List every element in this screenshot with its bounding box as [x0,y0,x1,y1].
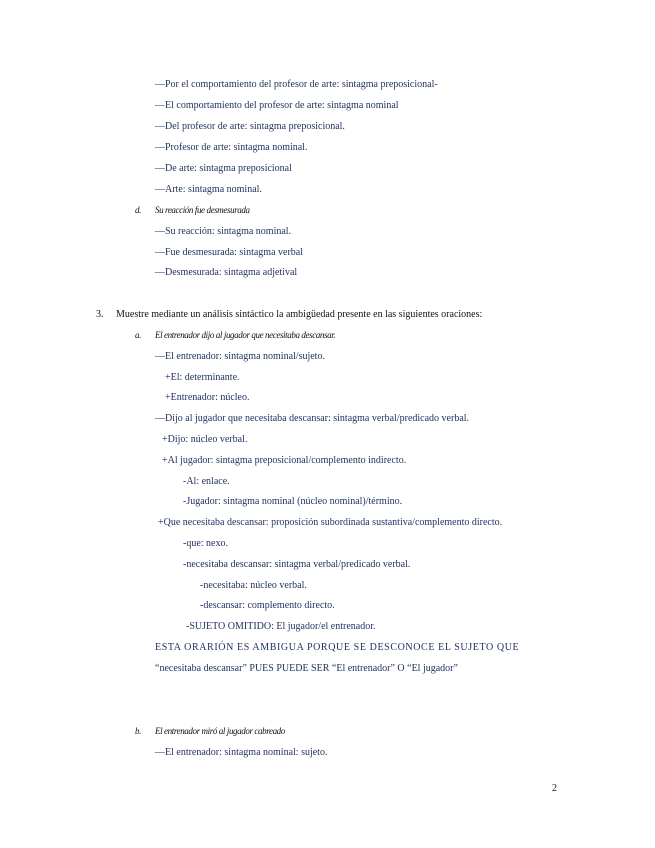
analysis-line: -necesitaba: núcleo verbal. [200,580,307,591]
conclusion-line: “necesitaba descansar” PUES PUEDE SER “El entrenador” O “El jugador” [155,663,458,674]
analysis-line: —Fue desmesurada: sintagma verbal [155,247,304,258]
page-number: 2 [552,783,557,794]
item-d-marker: d. [135,205,141,215]
analysis-line: +El: determinante. [165,372,240,383]
analysis-line: —El entrenador: sintagma nominal/sujeto. [155,351,325,362]
analysis-line: —El comportamiento del profesor de arte: sintagma nominal [155,100,399,111]
item-d-title: Su reacción fue desmesurada [155,205,250,215]
analysis-line: -SUJETO OMITIDO: El jugador/el entrenador. [186,621,376,632]
question-text: Muestre mediante un análisis sintáctico la ambigüedad presente en las siguientes oraciones: [116,309,483,320]
analysis-line: —El entrenador: sintagma nominal: sujeto. [155,747,328,758]
analysis-line: +Que necesitaba descansar: proposición subordinada sustantiva/complemento directo. [158,517,503,528]
analysis-line: -que: nexo. [183,538,228,549]
item-a-title: El entrenador dijo al jugador que necesitaba descansar. [155,330,336,340]
analysis-line: -descansar: complemento directo. [200,600,335,611]
analysis-line: —Del profesor de arte: sintagma preposicional. [155,121,345,132]
analysis-line: -Al: enlace. [183,476,230,487]
question-number: 3. [96,309,104,320]
item-b-marker: b. [135,726,141,736]
analysis-line: —Dijo al jugador que necesitaba descansar: sintagma verbal/predicado verbal. [155,413,470,424]
item-b-title: El entrenador miró al jugador cabreado [155,726,285,736]
analysis-line: +Dijo: núcleo verbal. [162,434,248,445]
analysis-line: +Entrenador: núcleo. [165,392,250,403]
analysis-line: —Profesor de arte: sintagma nominal. [155,142,308,153]
analysis-line: -Jugador: sintagma nominal (núcleo nominal)/término. [183,496,403,507]
analysis-line: +Al jugador: sintagma preposicional/complemento indirecto. [162,455,407,466]
analysis-line: -necesitaba descansar: sintagma verbal/predicado verbal. [183,559,411,570]
analysis-line: —De arte: sintagma preposicional [155,163,292,174]
analysis-line: —Arte: sintagma nominal. [155,184,262,195]
analysis-line: —Desmesurada: sintagma adjetival [155,267,298,278]
conclusion-line: ESTA ORARIÓN ES AMBIGUA PORQUE SE DESCONOCE EL SUJETO QUE [155,642,520,653]
analysis-line: —Por el comportamiento del profesor de arte: sintagma preposicional- [155,79,438,90]
analysis-line: —Su reacción: sintagma nominal. [155,226,292,237]
item-a-marker: a. [135,330,141,340]
